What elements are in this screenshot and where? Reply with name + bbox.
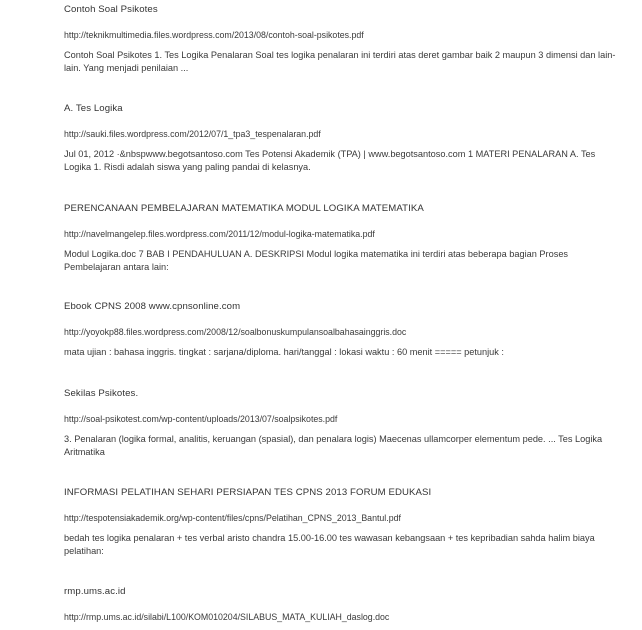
result-title[interactable]: Ebook CPNS 2008 www.cpnsonline.com bbox=[64, 301, 241, 312]
result-title[interactable]: INFORMASI PELATIHAN SEHARI PERSIAPAN TES CPNS 2013 FORUM EDUKASI bbox=[64, 487, 432, 498]
result-url[interactable]: http://navelmangelep.files.wordpress.com/2011/12/modul-logika-matematika.pdf bbox=[64, 228, 375, 239]
result-item bbox=[64, 103, 619, 173]
result-url[interactable]: http://tespotensiakademik.org/wp-content/files/cpns/Pelatihan_CPNS_2013_Bantul.pdf bbox=[64, 512, 401, 523]
result-snippet: mata ujian : bahasa inggris. tingkat : sarjana/diploma. hari/tanggal : lokasi waktu : 60 menit ===== petunjuk : bbox=[64, 347, 504, 357]
result-url[interactable]: http://sauki.files.wordpress.com/2012/07/1_tpa3_tespenalaran.pdf bbox=[64, 128, 321, 139]
result-title[interactable]: Sekilas Psikotes. bbox=[64, 388, 139, 399]
result-title[interactable]: A. Tes Logika bbox=[64, 103, 123, 114]
result-url[interactable]: http://rmp.ums.ac.id/silabi/L100/KOM010204/SILABUS_MATA_KULIAH_daslog.doc bbox=[64, 611, 390, 622]
result-url[interactable]: http://soal-psikotest.com/wp-content/uploads/2013/07/soalpsikotes.pdf bbox=[64, 413, 338, 424]
result-snippet: 3. Penalaran (logika formal, analitis, keruangan (spasial), dan penalara logis) Maecenas ullamcorper elementum pede. ... Tes Logika Aritmatika bbox=[64, 434, 603, 457]
result-item bbox=[64, 4, 619, 74]
result-title[interactable]: PERENCANAAN PEMBELAJARAN MATEMATIKA MODUL LOGIKA MATEMATIKA bbox=[64, 203, 424, 214]
result-snippet: bedah tes logika penalaran + tes verbal aristo chandra 15.00-16.00 tes wawasan kebangsaan + tes kepribadian sahda halim biaya pelatihan: bbox=[64, 533, 595, 556]
result-item bbox=[64, 301, 619, 359]
result-item bbox=[64, 487, 619, 557]
result-url[interactable]: http://teknikmultimedia.files.wordpress.com/2013/08/contoh-soal-psikotes.pdf bbox=[64, 29, 364, 40]
result-item bbox=[64, 586, 619, 623]
result-item bbox=[64, 388, 619, 458]
result-snippet: Contoh Soal Psikotes 1. Tes Logika Penalaran Soal tes logika penalaran ini terdiri atas deret gambar baik 2 maupun 3 dimensi dan lain-lain. Yang menjadi penilaian ... bbox=[64, 50, 616, 73]
result-snippet: Jul 01, 2012 ·&nbspwww.begotsantoso.com Tes Potensi Akademik (TPA) | www.begotsantoso.com 1 MATERI PENALARAN A. Tes Logika 1. Risdi adalah siswa yang paling pandai di kelasnya. bbox=[64, 149, 596, 172]
result-snippet: Modul Logika.doc 7 BAB I PENDAHULUAN A. DESKRIPSI Modul logika matematika ini terdiri atas beberapa bagian Proses Pembelajaran antara lain: bbox=[64, 249, 569, 272]
result-title[interactable]: Contoh Soal Psikotes bbox=[64, 4, 158, 15]
result-title[interactable]: rmp.ums.ac.id bbox=[64, 586, 126, 597]
result-item bbox=[64, 203, 619, 273]
result-url[interactable]: http://yoyokp88.files.wordpress.com/2008/12/soalbonuskumpulansoalbahasainggris.doc bbox=[64, 326, 407, 337]
